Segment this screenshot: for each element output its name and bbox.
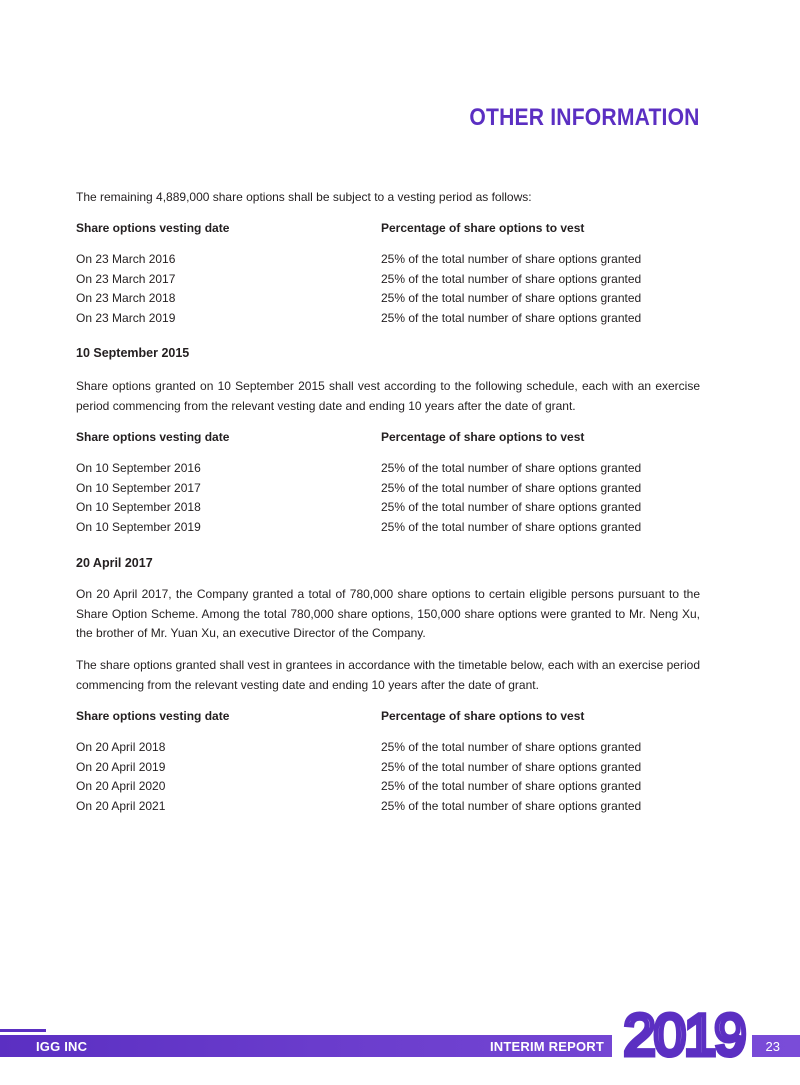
vesting-date: On 20 April 2019: [76, 760, 166, 774]
vesting-date: On 10 September 2016: [76, 461, 201, 475]
year-logo-text: 2019: [623, 1007, 745, 1067]
table3-header-date: Share options vesting date: [76, 709, 230, 723]
table-row: [76, 758, 700, 778]
vesting-percentage: 25% of the total number of share options granted: [381, 272, 642, 286]
table-row: [76, 797, 700, 817]
vesting-date: On 10 September 2018: [76, 500, 201, 514]
table-row: [76, 250, 700, 270]
vesting-date: On 23 March 2016: [76, 252, 176, 266]
table-row: [76, 518, 700, 538]
vesting-percentage: 25% of the total number of share options granted: [381, 799, 642, 813]
table-row: [76, 738, 700, 758]
table-row: [76, 479, 700, 499]
table2-header: [76, 428, 700, 448]
table3-header: [76, 707, 700, 727]
footer-company-name: IGG INC: [36, 1039, 88, 1054]
vesting-percentage: 25% of the total number of share options granted: [381, 291, 642, 305]
vesting-percentage: 25% of the total number of share options granted: [381, 252, 642, 266]
table1-header-date: Share options vesting date: [76, 221, 230, 235]
vesting-percentage: 25% of the total number of share options granted: [381, 760, 642, 774]
page-footer: [0, 1007, 800, 1085]
footer-accent-line: [0, 1029, 46, 1032]
table-row: [76, 498, 700, 518]
section3-paragraph-1: On 20 April 2017, the Company granted a total of 780,000 share options to certain eligible persons pursuant to the Share Option Scheme. Among the total 780,000 share options, 150,000 share options were granted to Mr. Neng Xu, the brother of Mr. Yuan Xu, an executive Director of the Company.: [76, 587, 700, 640]
table-row: [76, 309, 700, 329]
vesting-percentage: 25% of the total number of share options granted: [381, 740, 642, 754]
year-logo: [616, 1007, 752, 1067]
vesting-date: On 20 April 2021: [76, 799, 166, 813]
vesting-date: On 10 September 2017: [76, 481, 201, 495]
table1-header-percentage: Percentage of share options to vest: [381, 221, 585, 235]
vesting-date: On 10 September 2019: [76, 520, 201, 534]
vesting-percentage: 25% of the total number of share options granted: [381, 520, 642, 534]
table2-header-percentage: Percentage of share options to vest: [381, 430, 585, 444]
table-row: [76, 289, 700, 309]
section3-paragraph-2: The share options granted shall vest in grantees in accordance with the timetable below, each with an exercise period commencing from the relevant vesting date and ending 10 years after the date of grant.: [76, 658, 700, 692]
vesting-percentage: 25% of the total number of share options granted: [381, 311, 642, 325]
vesting-percentage: 25% of the total number of share options granted: [381, 500, 642, 514]
table-row: [76, 777, 700, 797]
table1-header: [76, 219, 700, 239]
page-number: 23: [765, 1039, 780, 1054]
footer-report-title: INTERIM REPORT: [489, 1039, 604, 1054]
vesting-percentage: 25% of the total number of share options granted: [381, 481, 642, 495]
vesting-date: On 23 March 2019: [76, 311, 176, 325]
intro-paragraph: The remaining 4,889,000 share options shall be subject to a vesting period as follows:: [76, 190, 532, 204]
table2-header-date: Share options vesting date: [76, 430, 230, 444]
table-row: [76, 459, 700, 479]
page-title: OTHER INFORMATION: [469, 104, 700, 131]
section2-paragraph: Share options granted on 10 September 2015 shall vest according to the following schedule, each with an exercise period commencing from the relevant vesting date and ending 10 years after the date of grant.: [76, 379, 700, 413]
section-heading-10-september-2015: 10 September 2015: [76, 346, 190, 360]
vesting-date: On 23 March 2018: [76, 291, 176, 305]
table3-header-percentage: Percentage of share options to vest: [381, 709, 585, 723]
vesting-date: On 23 March 2017: [76, 272, 176, 286]
vesting-percentage: 25% of the total number of share options granted: [381, 779, 642, 793]
vesting-date: On 20 April 2018: [76, 740, 166, 754]
table-row: [76, 270, 700, 290]
vesting-percentage: 25% of the total number of share options granted: [381, 461, 642, 475]
section-heading-20-april-2017: 20 April 2017: [76, 556, 153, 570]
vesting-date: On 20 April 2020: [76, 779, 166, 793]
